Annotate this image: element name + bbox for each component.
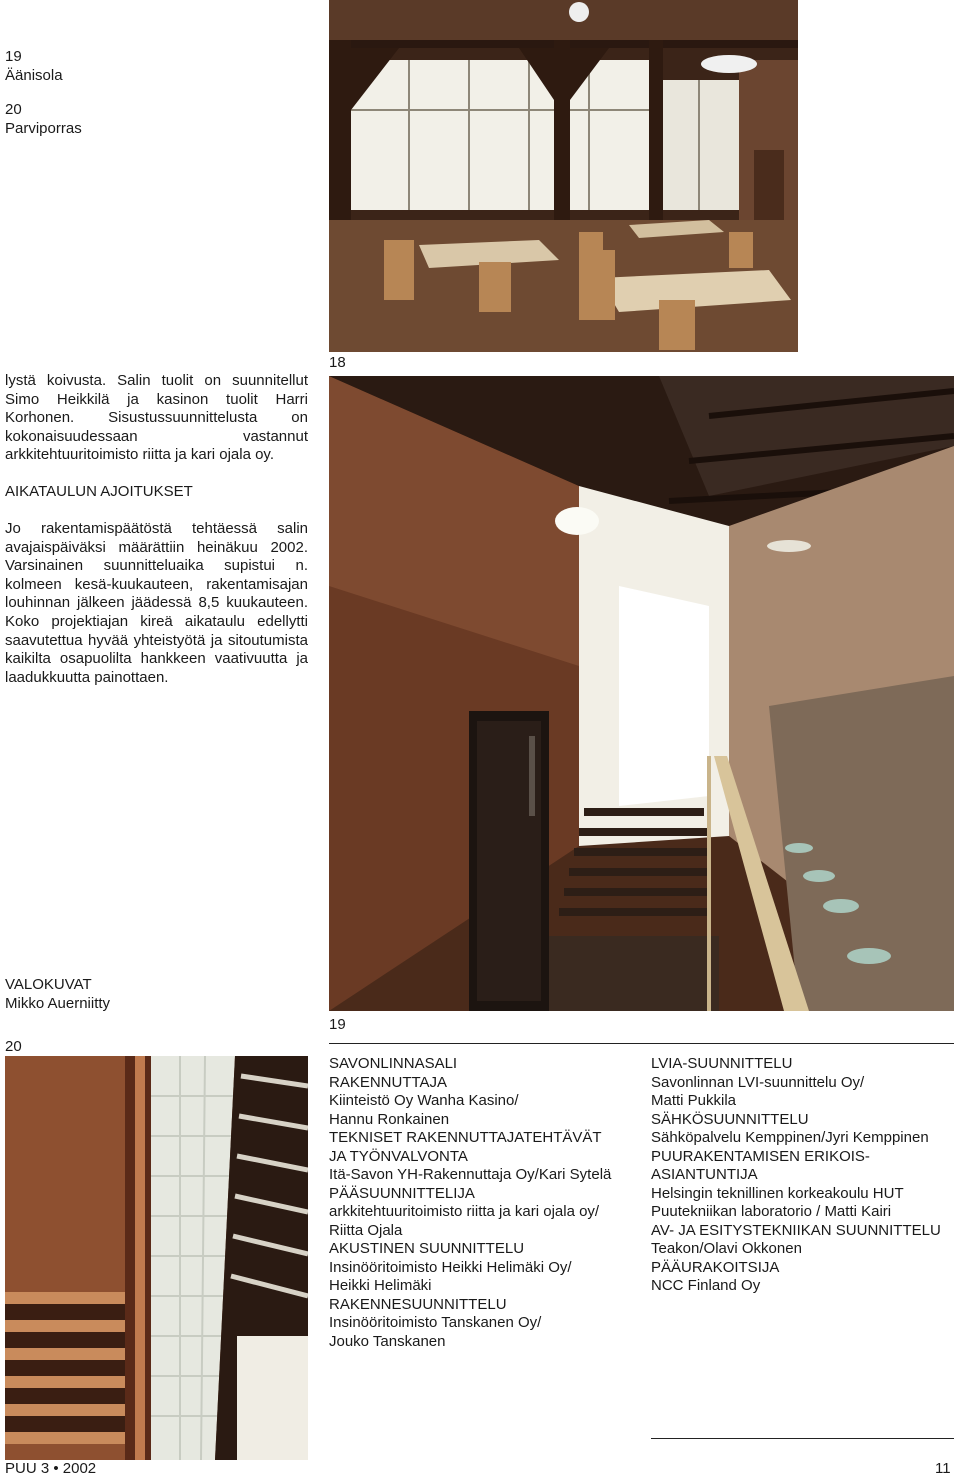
credit-role: PÄÄSUUNNITTELIJA xyxy=(329,1184,475,1202)
credit-entry xyxy=(329,1296,629,1352)
photo-staircase xyxy=(5,1056,308,1460)
page-number: 11 xyxy=(935,1460,951,1477)
paragraph-schedule: Jo rakentamispäätöstä tehtäessä salin avajaispäiväksi määrättiin heinäkuu 2002. Varsinainen suunnitteluaika supistui n. kolmeen kesä-kuukauteen, rakentamisajan louhinnan jälkeen jäädessä 8,5 kuukauteen. Koko projektiajan kireä aikataulu edellytti saavutettua hyvää yhteistyötä ja sitoutumista kaikilta osapuolilta hankkeen vaativuutta ja laadukkuutta painottaen. xyxy=(5,520,308,686)
credit-role: ASIANTUNTIJA xyxy=(651,1166,758,1183)
credit-role: JA TYÖNVALVONTA xyxy=(329,1147,468,1165)
credit-entry xyxy=(329,1129,629,1185)
photo-corridor xyxy=(329,376,954,1011)
photo-credit-label: VALOKUVAT xyxy=(5,976,92,993)
credit-role: SAVONLINNASALI xyxy=(329,1055,458,1072)
credit-line: Insinööritoimisto Heikki Helimäki Oy/ xyxy=(329,1258,572,1276)
caption-19 xyxy=(5,48,63,85)
credit-entry xyxy=(329,1074,629,1130)
credit-line: Kiinteistö Oy Wanha Kasino/ xyxy=(329,1092,519,1109)
credit-line: Hannu Ronkainen xyxy=(329,1110,450,1128)
divider xyxy=(329,1043,954,1044)
photo-20-number: 20 xyxy=(5,1038,22,1055)
credit-role: SÄHKÖSUUNNITTELU xyxy=(651,1110,809,1128)
credit-role: PUURAKENTAMISEN ERIKOIS- xyxy=(651,1147,870,1165)
footer-divider xyxy=(651,1438,954,1439)
credit-line: NCC Finland Oy xyxy=(651,1277,761,1294)
credit-line: Matti Pukkila xyxy=(651,1092,737,1109)
photo-credit-name: Mikko Auerniitty xyxy=(5,994,111,1012)
paragraph-intro: lystä koivusta. Salin tuolit on suunnitellut Simo Heikkilä ja kasinon tuolit Harri Korhonen. Sisustussuunnittelusta on kokonaisuudessaan vastannut arkkitehtuuritoimisto riitta ja kari ojala oy. xyxy=(5,372,308,464)
photo-dining-hall xyxy=(329,0,798,352)
magazine-issue: PUU 3 • 2002 xyxy=(5,1460,97,1477)
photo-credit xyxy=(5,976,110,1013)
credit-entry xyxy=(651,1111,956,1148)
credit-role: RAKENNESUUNNITTELU xyxy=(329,1295,507,1313)
credit-role: LVIA-SUUNNITTELU xyxy=(651,1055,793,1072)
credit-line: Itä-Savon YH-Rakennuttaja Oy/Kari Sytelä xyxy=(329,1166,612,1183)
credit-entry xyxy=(651,1222,956,1259)
caption-title: Parviporras xyxy=(5,119,82,137)
credit-entry xyxy=(651,1259,956,1296)
section-heading: AIKATAULUN AJOITUKSET xyxy=(5,483,193,500)
credit-entry xyxy=(329,1055,629,1074)
credit-line: arkkitehtuuritoimisto riitta ja kari ojala oy/ xyxy=(329,1203,600,1220)
credit-line: Helsingin teknillinen korkeakoulu HUT xyxy=(651,1184,904,1202)
credit-line: Teakon/Olavi Okkonen xyxy=(651,1240,802,1257)
credit-line: Puutekniikan laboratorio / Matti Kairi xyxy=(651,1203,892,1220)
caption-title: Äänisola xyxy=(5,66,63,84)
credit-entry xyxy=(651,1055,956,1111)
credits-column-1 xyxy=(329,1055,629,1351)
photo-18-number: 18 xyxy=(329,354,346,371)
credit-line: Heikki Helimäki xyxy=(329,1277,432,1294)
credit-role: AV- JA ESITYSTEKNIIKAN SUUNNITTELU xyxy=(651,1221,941,1239)
credit-line: Jouko Tanskanen xyxy=(329,1332,446,1350)
credit-role: AKUSTINEN SUUNNITTELU xyxy=(329,1240,525,1257)
photo-19-number: 19 xyxy=(329,1016,346,1033)
credit-entry xyxy=(651,1148,956,1222)
caption-number: 20 xyxy=(5,101,22,118)
credit-entry xyxy=(329,1185,629,1241)
caption-number: 19 xyxy=(5,48,22,65)
credit-entry xyxy=(329,1240,629,1296)
credit-line: Savonlinnan LVI-suunnittelu Oy/ xyxy=(651,1073,865,1091)
credit-line: Riitta Ojala xyxy=(329,1221,403,1239)
credit-line: Sähköpalvelu Kemppinen/Jyri Kemppinen xyxy=(651,1129,929,1146)
credits-column-2 xyxy=(651,1055,956,1296)
caption-20 xyxy=(5,101,82,138)
credit-role: TEKNISET RAKENNUTTAJATEHTÄVÄT xyxy=(329,1129,602,1146)
credit-line: Insinööritoimisto Tanskanen Oy/ xyxy=(329,1314,542,1331)
credit-role: PÄÄURAKOITSIJA xyxy=(651,1258,780,1276)
credit-role: RAKENNUTTAJA xyxy=(329,1073,448,1091)
